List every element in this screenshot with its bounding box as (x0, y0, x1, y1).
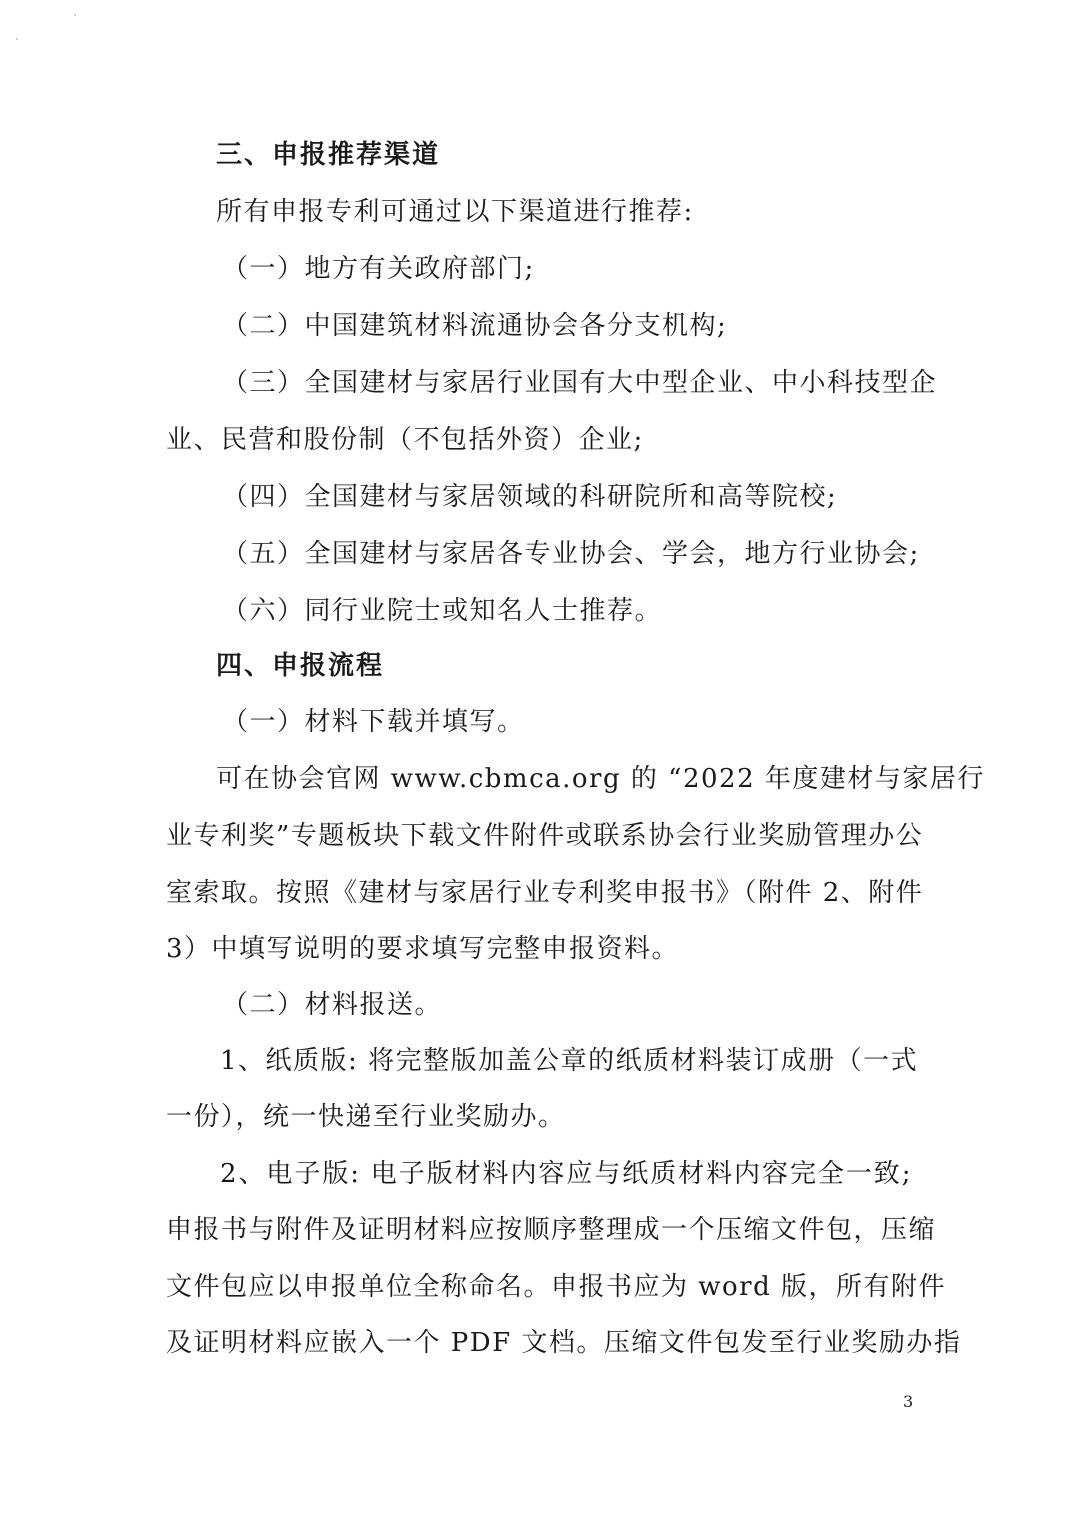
paragraph-line: 业专利奖”专题板块下载文件附件或联系协会行业奖励管理办公 (166, 821, 924, 851)
paragraph-line: 2、电子版: 电子版材料内容应与纸质材料内容完全一致; (220, 1159, 912, 1189)
paragraph-line: 及证明材料应嵌入一个 PDF 文档。压缩文件包发至行业奖励办指 (166, 1328, 962, 1358)
subsection-title: （一）材料下载并填写。 (222, 707, 525, 737)
paragraph-line: 一份），统一快递至行业奖励办。 (166, 1102, 566, 1132)
page-number: 3 (903, 1392, 914, 1411)
list-item: （三）全国建材与家居行业国有大中型企业、中小科技型企 (222, 368, 938, 398)
paragraph-line: 文件包应以申报单位全称命名。申报书应为 word 版，所有附件 (166, 1272, 947, 1302)
paragraph-line: 所有申报专利可通过以下渠道进行推荐: (216, 197, 694, 227)
list-item: （二）中国建筑材料流通协会各分支机构; (222, 311, 728, 341)
list-item: （六）同行业院士或知名人士推荐。 (222, 596, 663, 626)
paragraph-line: 1、纸质版: 将完整版加盖公章的纸质材料装订成册（一式 (220, 1046, 919, 1076)
subsection-title: （二）材料报送。 (222, 990, 443, 1020)
scan-speck (16, 38, 18, 40)
list-item: （四）全国建材与家居领域的科研院所和高等院校; (222, 482, 838, 512)
list-item: （五）全国建材与家居各专业协会、学会，地方行业协会; (222, 539, 920, 569)
list-item: （一）地方有关政府部门; (222, 254, 535, 284)
paragraph-line: 室索取。按照《建材与家居行业专利奖申报书》（附件 2、附件 (166, 878, 924, 908)
paragraph-line: 3）中填写说明的要求填写完整申报资料。 (166, 934, 680, 964)
paragraph-line: 申报书与附件及证明材料应按顺序整理成一个压缩文件包，压缩 (166, 1215, 937, 1245)
section-heading: 四、申报流程 (216, 651, 385, 681)
section-heading: 三、申报推荐渠道 (216, 140, 441, 170)
scan-speck (74, 14, 76, 16)
list-item-continuation: 业、民营和股份制（不包括外资）企业; (166, 425, 644, 455)
paragraph-line: 可在协会官网 www.cbmca.org 的 “2022 年度建材与家居行 (216, 764, 985, 794)
